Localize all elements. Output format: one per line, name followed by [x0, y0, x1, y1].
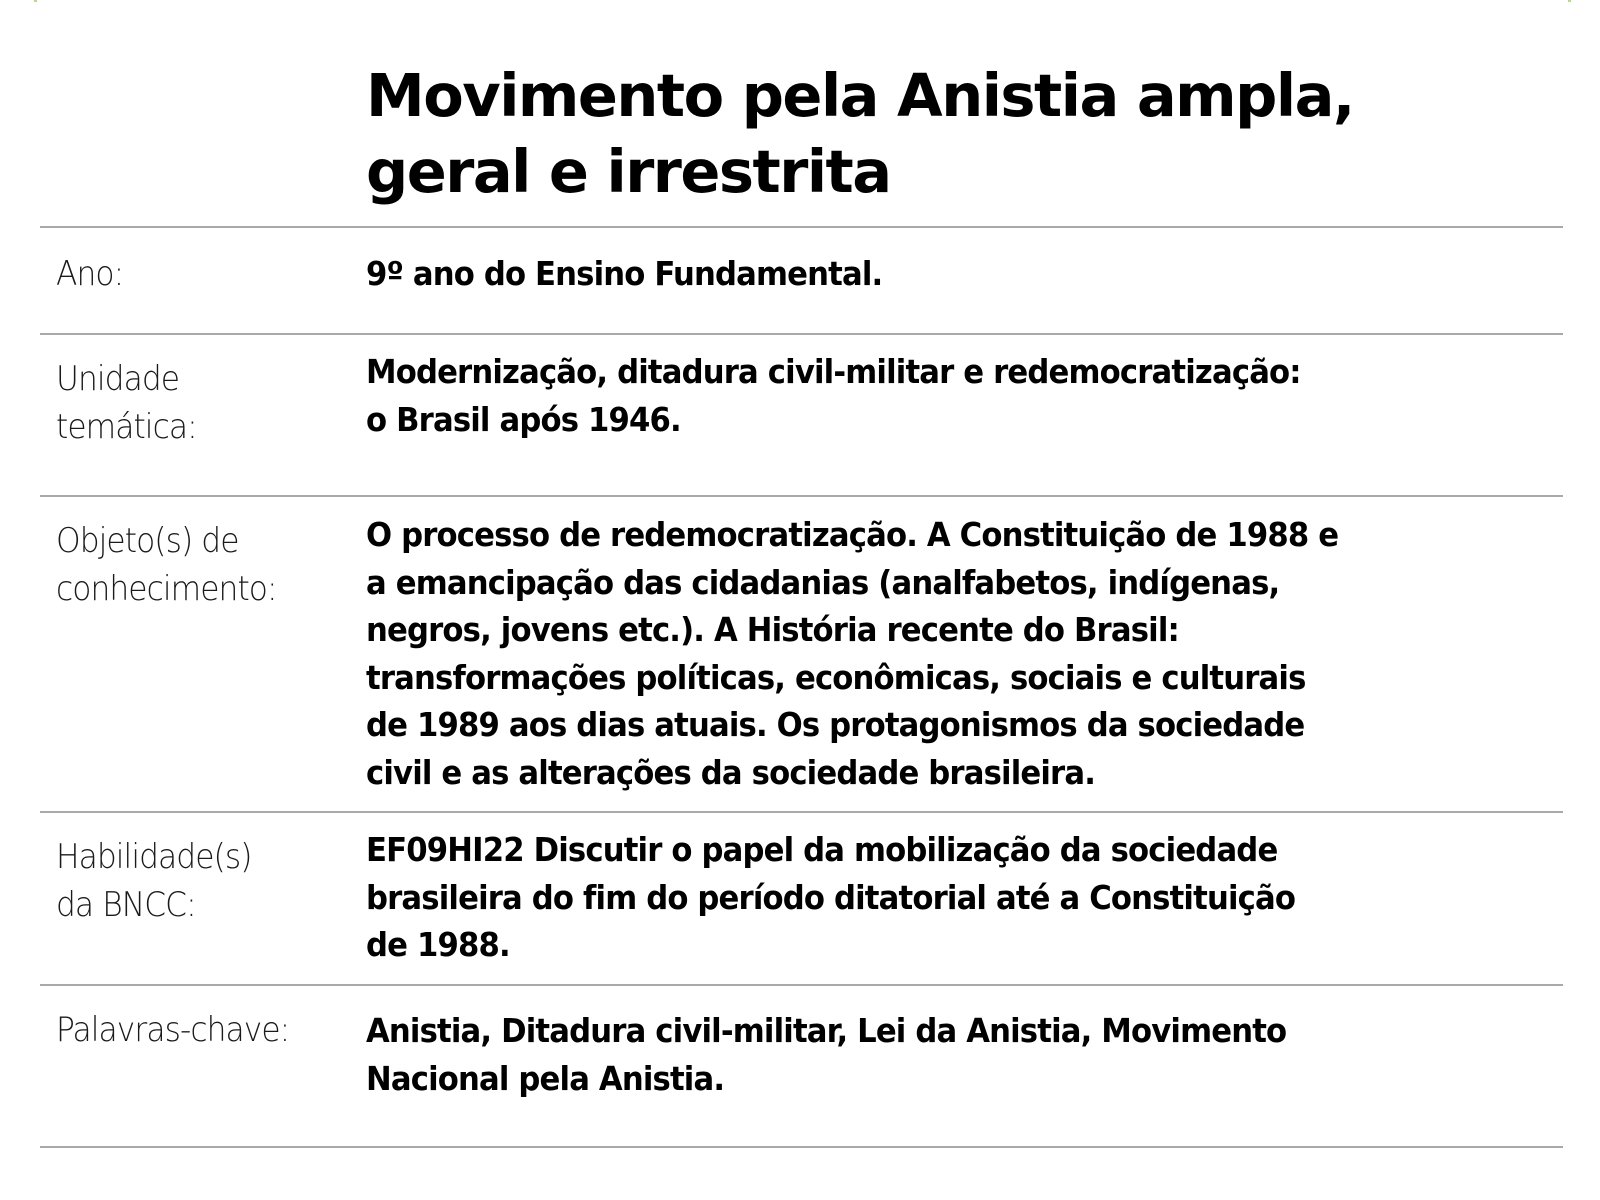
- row-objetos-de-conhecimento: [40, 495, 1563, 811]
- row-habilidades-bncc: [40, 811, 1563, 984]
- page-title: Movimento pela Anistia ampla, geral e irrestrita: [366, 61, 1354, 206]
- corner-mark-right: [1568, 0, 1571, 2]
- row-unidade-tematica: [40, 333, 1563, 495]
- row-value: Anistia, Ditadura civil-militar, Lei da Anistia, Movimento Nacional pela Anistia.: [366, 1011, 1287, 1098]
- info-table: [40, 226, 1563, 1148]
- row-label: Habilidade(s) da BNCC:: [56, 837, 252, 925]
- title-block: [366, 58, 1546, 210]
- corner-mark-left: [34, 0, 37, 2]
- row-value: Modernização, ditadura civil-militar e redemocratização: o Brasil após 1946.: [366, 352, 1301, 439]
- row-value: EF09HI22 Discutir o papel da mobilização da sociedade brasileira do fim do período ditatorial até a Constituição de 1988.: [366, 830, 1296, 964]
- row-palavras-chave: [40, 984, 1563, 1148]
- row-ano: [40, 226, 1563, 333]
- row-label: Unidade temática:: [56, 359, 197, 447]
- row-label: Palavras-chave:: [56, 1010, 290, 1050]
- row-value: 9º ano do Ensino Fundamental.: [366, 254, 883, 293]
- row-value: O processo de redemocratização. A Constituição de 1988 e a emancipação das cidadanias (analfabetos, indígenas, negros, jovens etc.). A História recente do Brasil: transformações políticas, econômicas, sociais e culturais de 1989 aos dias atuais. Os protagonismos da sociedade civil e as alterações da sociedade brasileira.: [366, 515, 1339, 792]
- row-label: Ano:: [56, 254, 124, 294]
- row-label: Objeto(s) de conhecimento:: [56, 521, 277, 609]
